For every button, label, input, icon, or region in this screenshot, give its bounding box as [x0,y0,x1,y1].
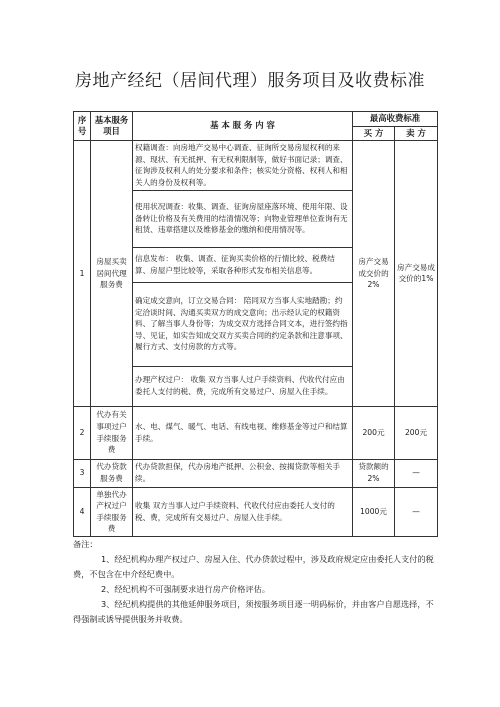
header-seq: 序号 [74,112,91,141]
row-content: 代办贷款担保，代办房地产抵押、公积金、按揭贷款等相关手续。 [133,459,353,487]
row-buyer-fee: 200元 [353,406,395,459]
row-content: 办理产权过户： 收集 双方当事人过户手续资料、代收代付应由委托人支付的税、费，完成所有交易过户、房屋入住手续。 [133,366,353,406]
row-item: 房屋买卖居间代理服务费 [91,141,133,406]
notes-label: 备注： [73,539,98,549]
row-seq: 2 [74,406,91,459]
row-seq: 1 [74,141,91,406]
row-buyer-fee: 1000元 [353,487,395,536]
row-content: 确定成交意向，订立交易合同： 陪同双方当事人实地踏勘；约定洽谈时间、沟通买卖双方的成交意向；出示经认定的权籍资料、了解当事人身份等；为成交双方选择合同文本，进行签约指导、见证，如实告知成交双方买卖合同的约定条款和注意事项、履行方式、支付房款的方式等。 [133,282,353,366]
table-row [74,459,438,487]
header-seller: 卖 方 [395,126,438,141]
table-row [74,487,438,536]
row-buyer-fee: 贷款额的2% [353,459,395,487]
row-seller-fee: — [395,487,438,536]
notes-section [73,537,441,627]
row-content: 信息发布： 收集、调查、征询买卖价格的行情比较、税费结算、房屋户型比较等，采取各种形式发布相关信息等。 [133,247,353,282]
row-content: 水、电、煤气、暖气、电话、有线电视、维修基金等过户和结算手续。 [133,406,353,459]
row-seller-fee: 房产交易成交价的1% [395,141,438,406]
note-item: 2、经纪机构不可强制要求进行房产价格评估。 [101,584,270,594]
row-buyer-fee: 房产交易成交价的2% [353,141,395,406]
fee-table [73,111,438,537]
header-content: 基 本 服 务 内 容 [133,112,353,141]
row-seller-fee: — [395,459,438,487]
row-seller-fee: 200元 [395,406,438,459]
table-row [74,406,438,459]
row-item: 单独代办产权过户手续服务费 [91,487,133,536]
table-row [74,141,438,190]
header-service-item: 基本服务项目 [91,112,133,141]
row-content: 权籍调查：向房地产交易中心调查、征询所交易房屋权利的来源、现状、有无抵押、有无权利限制等，做好书面记录；调查、征询涉及权利人的处分要求和条件；核实处分资格、权利人和相关人的身份及权利等。 [133,141,353,190]
header-max-fee: 最高收费标准 [353,112,438,127]
row-item: 代办有关事项过户手续服务费 [91,406,133,459]
row-seq: 3 [74,459,91,487]
row-seq: 4 [74,487,91,536]
header-buyer: 买 方 [353,126,395,141]
note-item: 3、经纪机构提供的其他延伸服务项目，须按服务项目逐一明码标价，并由客户自愿选择，不得强制或诱导提供服务并收费。 [73,599,434,624]
row-content: 收集 双方当事人过户手续资料、代收代付应由委托人支付的税、费，完成所有交易过户、房屋入住手续。 [133,487,353,536]
page-title: 房地产经纪（居间代理）服务项目及收费标准 [75,71,425,91]
row-item: 代办贷款服务费 [91,459,133,487]
row-content: 使用状况调查：收集、调查、征询房屋座落环境、使用年限、设备转让价格及有关费用的结清情况等；向物业管理单位查询有无租赁、违章搭建以及维修基金的缴纳和使用情况等。 [133,190,353,247]
note-item: 1、经纪机构办理产权过户、房屋入住、代办贷款过程中，涉及政府规定应由委托人支付的税费，不包含在中介经纪费中。 [73,554,434,579]
